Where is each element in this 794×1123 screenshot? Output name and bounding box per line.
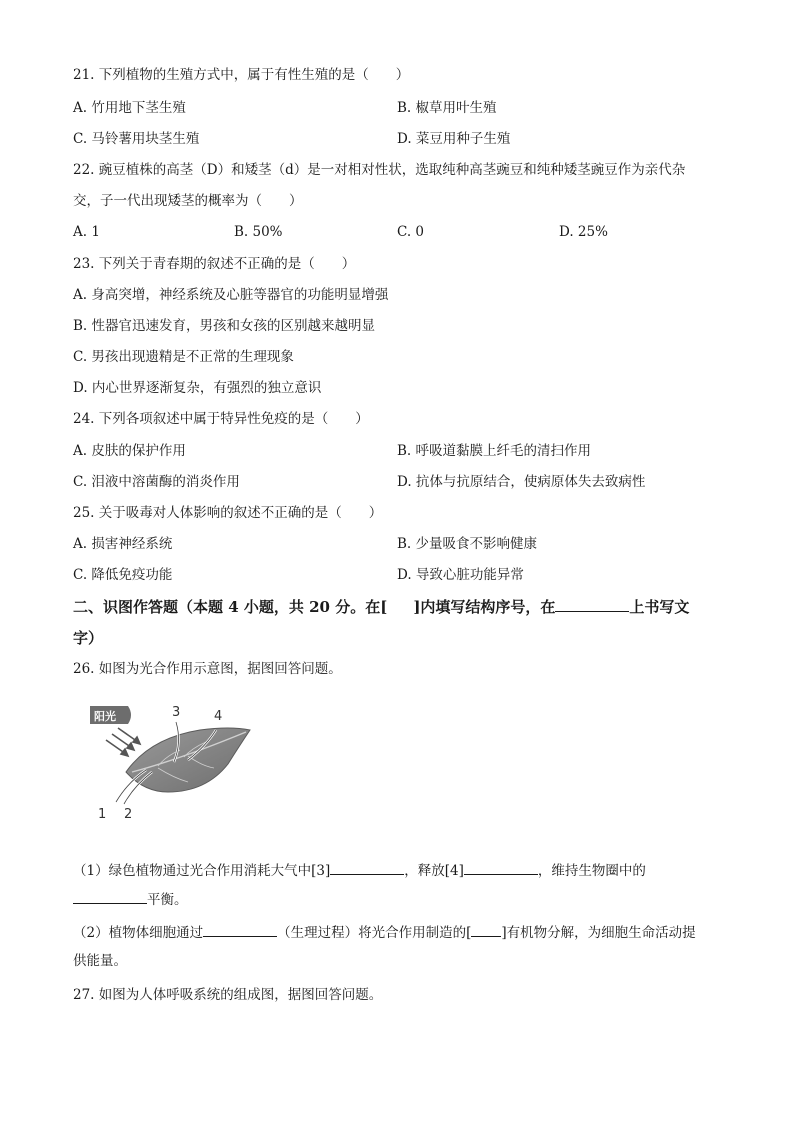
section2-heading-part3: 上书写文 — [629, 598, 690, 616]
sunlight-arrows-icon — [106, 728, 140, 756]
q25-option-b: B. 少量吸食不影响健康 — [397, 536, 538, 552]
q22-stem-line1: 22. 豌豆植株的高茎（D）和矮茎（d）是一对相对性状，选取纯种高茎豌豆和纯种矮茎豌豆作为亲代杂 — [73, 162, 686, 178]
figure-label-4: 4 — [214, 709, 223, 724]
q23-option-b: B. 性器官迅速发育，男孩和女孩的区别越来越明显 — [73, 318, 376, 334]
sun-label: 阳光 — [94, 710, 116, 723]
section2-heading-part2: ]内填写结构序号，在 — [413, 598, 556, 616]
figure-label-2: 2 — [124, 807, 133, 822]
q24-option-c: C. 泪液中溶菌酶的消炎作用 — [73, 474, 240, 490]
q25-stem: 25. 关于吸毒对人体影响的叙述不正确的是（ ） — [73, 505, 383, 521]
q21-stem: 21. 下列植物的生殖方式中，属于有性生殖的是（ ） — [73, 67, 410, 83]
q26-sub2-part-c: ]有机物分解，为细胞生命活动提 — [501, 925, 696, 941]
q21-option-c: C. 马铃薯用块茎生殖 — [73, 131, 200, 147]
q21-option-b: B. 椒草用叶生殖 — [397, 100, 497, 116]
q23-option-c: C. 男孩出现遗精是不正常的生理现象 — [73, 349, 294, 365]
figure-label-3: 3 — [172, 705, 181, 720]
q25-option-c: C. 降低免疫功能 — [73, 567, 173, 583]
q25-option-a: A. 损害神经系统 — [73, 536, 173, 552]
q26-sub2-line2: 供能量。 — [73, 953, 127, 969]
q25-option-d: D. 导致心脏功能异常 — [397, 567, 524, 583]
q26-sub1-part-c: ，维持生物圈中的 — [537, 863, 646, 879]
section2-heading-blank — [555, 597, 629, 612]
q26-blank-balance[interactable] — [73, 889, 147, 904]
q27-stem: 27. 如图为人体呼吸系统的组成图，据图回答问题。 — [73, 987, 383, 1003]
photosynthesis-figure — [88, 700, 258, 828]
q26-sub2-part-a: （2）植物体细胞通过 — [73, 925, 204, 941]
q24-option-a: A. 皮肤的保护作用 — [73, 443, 186, 459]
q26-stem: 26. 如图为光合作用示意图，据图回答问题。 — [73, 661, 342, 677]
q26-sub1-line1 — [73, 860, 646, 880]
q22-stem-line2: 交，子一代出现矮茎的概率为（ ） — [73, 193, 303, 209]
q26-sub2-line1 — [73, 922, 696, 942]
q23-option-d: D. 内心世界逐渐复杂，有强烈的独立意识 — [73, 380, 322, 396]
q21-option-d: D. 菜豆用种子生殖 — [397, 131, 511, 147]
q22-option-c: C. 0 — [397, 224, 425, 240]
q22-option-d: D. 25% — [559, 224, 608, 240]
section2-heading — [73, 597, 689, 617]
q24-option-b: B. 呼吸道黏膜上纤毛的清扫作用 — [397, 443, 592, 459]
q26-blank-3[interactable] — [330, 860, 404, 875]
q26-sub2-part-b: （生理过程）将光合作用制造的[ — [277, 925, 472, 941]
q26-sub1-part-b: ，释放[4] — [404, 863, 464, 879]
q22-option-a: A. 1 — [73, 224, 100, 240]
q23-option-a: A. 身高突增，神经系统及心脏等器官的功能明显增强 — [73, 287, 389, 303]
q21-option-a: A. 竹用地下茎生殖 — [73, 100, 186, 116]
q26-blank-4[interactable] — [464, 860, 538, 875]
q26-sub1-part-d: 平衡。 — [147, 892, 188, 908]
q24-stem: 24. 下列各项叙述中属于特异性免疫的是（ ） — [73, 411, 369, 427]
q26-blank-process[interactable] — [203, 922, 277, 937]
q26-blank-number[interactable] — [471, 922, 501, 937]
section2-heading-part1: 二、识图作答题（本题 4 小题，共 20 分。在[ — [73, 598, 388, 616]
section2-heading-line2: 字） — [73, 629, 104, 647]
q23-stem: 23. 下列关于青春期的叙述不正确的是（ ） — [73, 256, 356, 272]
q26-sub1-line2 — [73, 889, 188, 909]
q22-option-b: B. 50% — [234, 224, 283, 240]
q26-sub1-part-a: （1）绿色植物通过光合作用消耗大气中[3] — [73, 863, 331, 879]
figure-label-1: 1 — [98, 807, 107, 822]
q24-option-d: D. 抗体与抗原结合，使病原体失去致病性 — [397, 474, 646, 490]
